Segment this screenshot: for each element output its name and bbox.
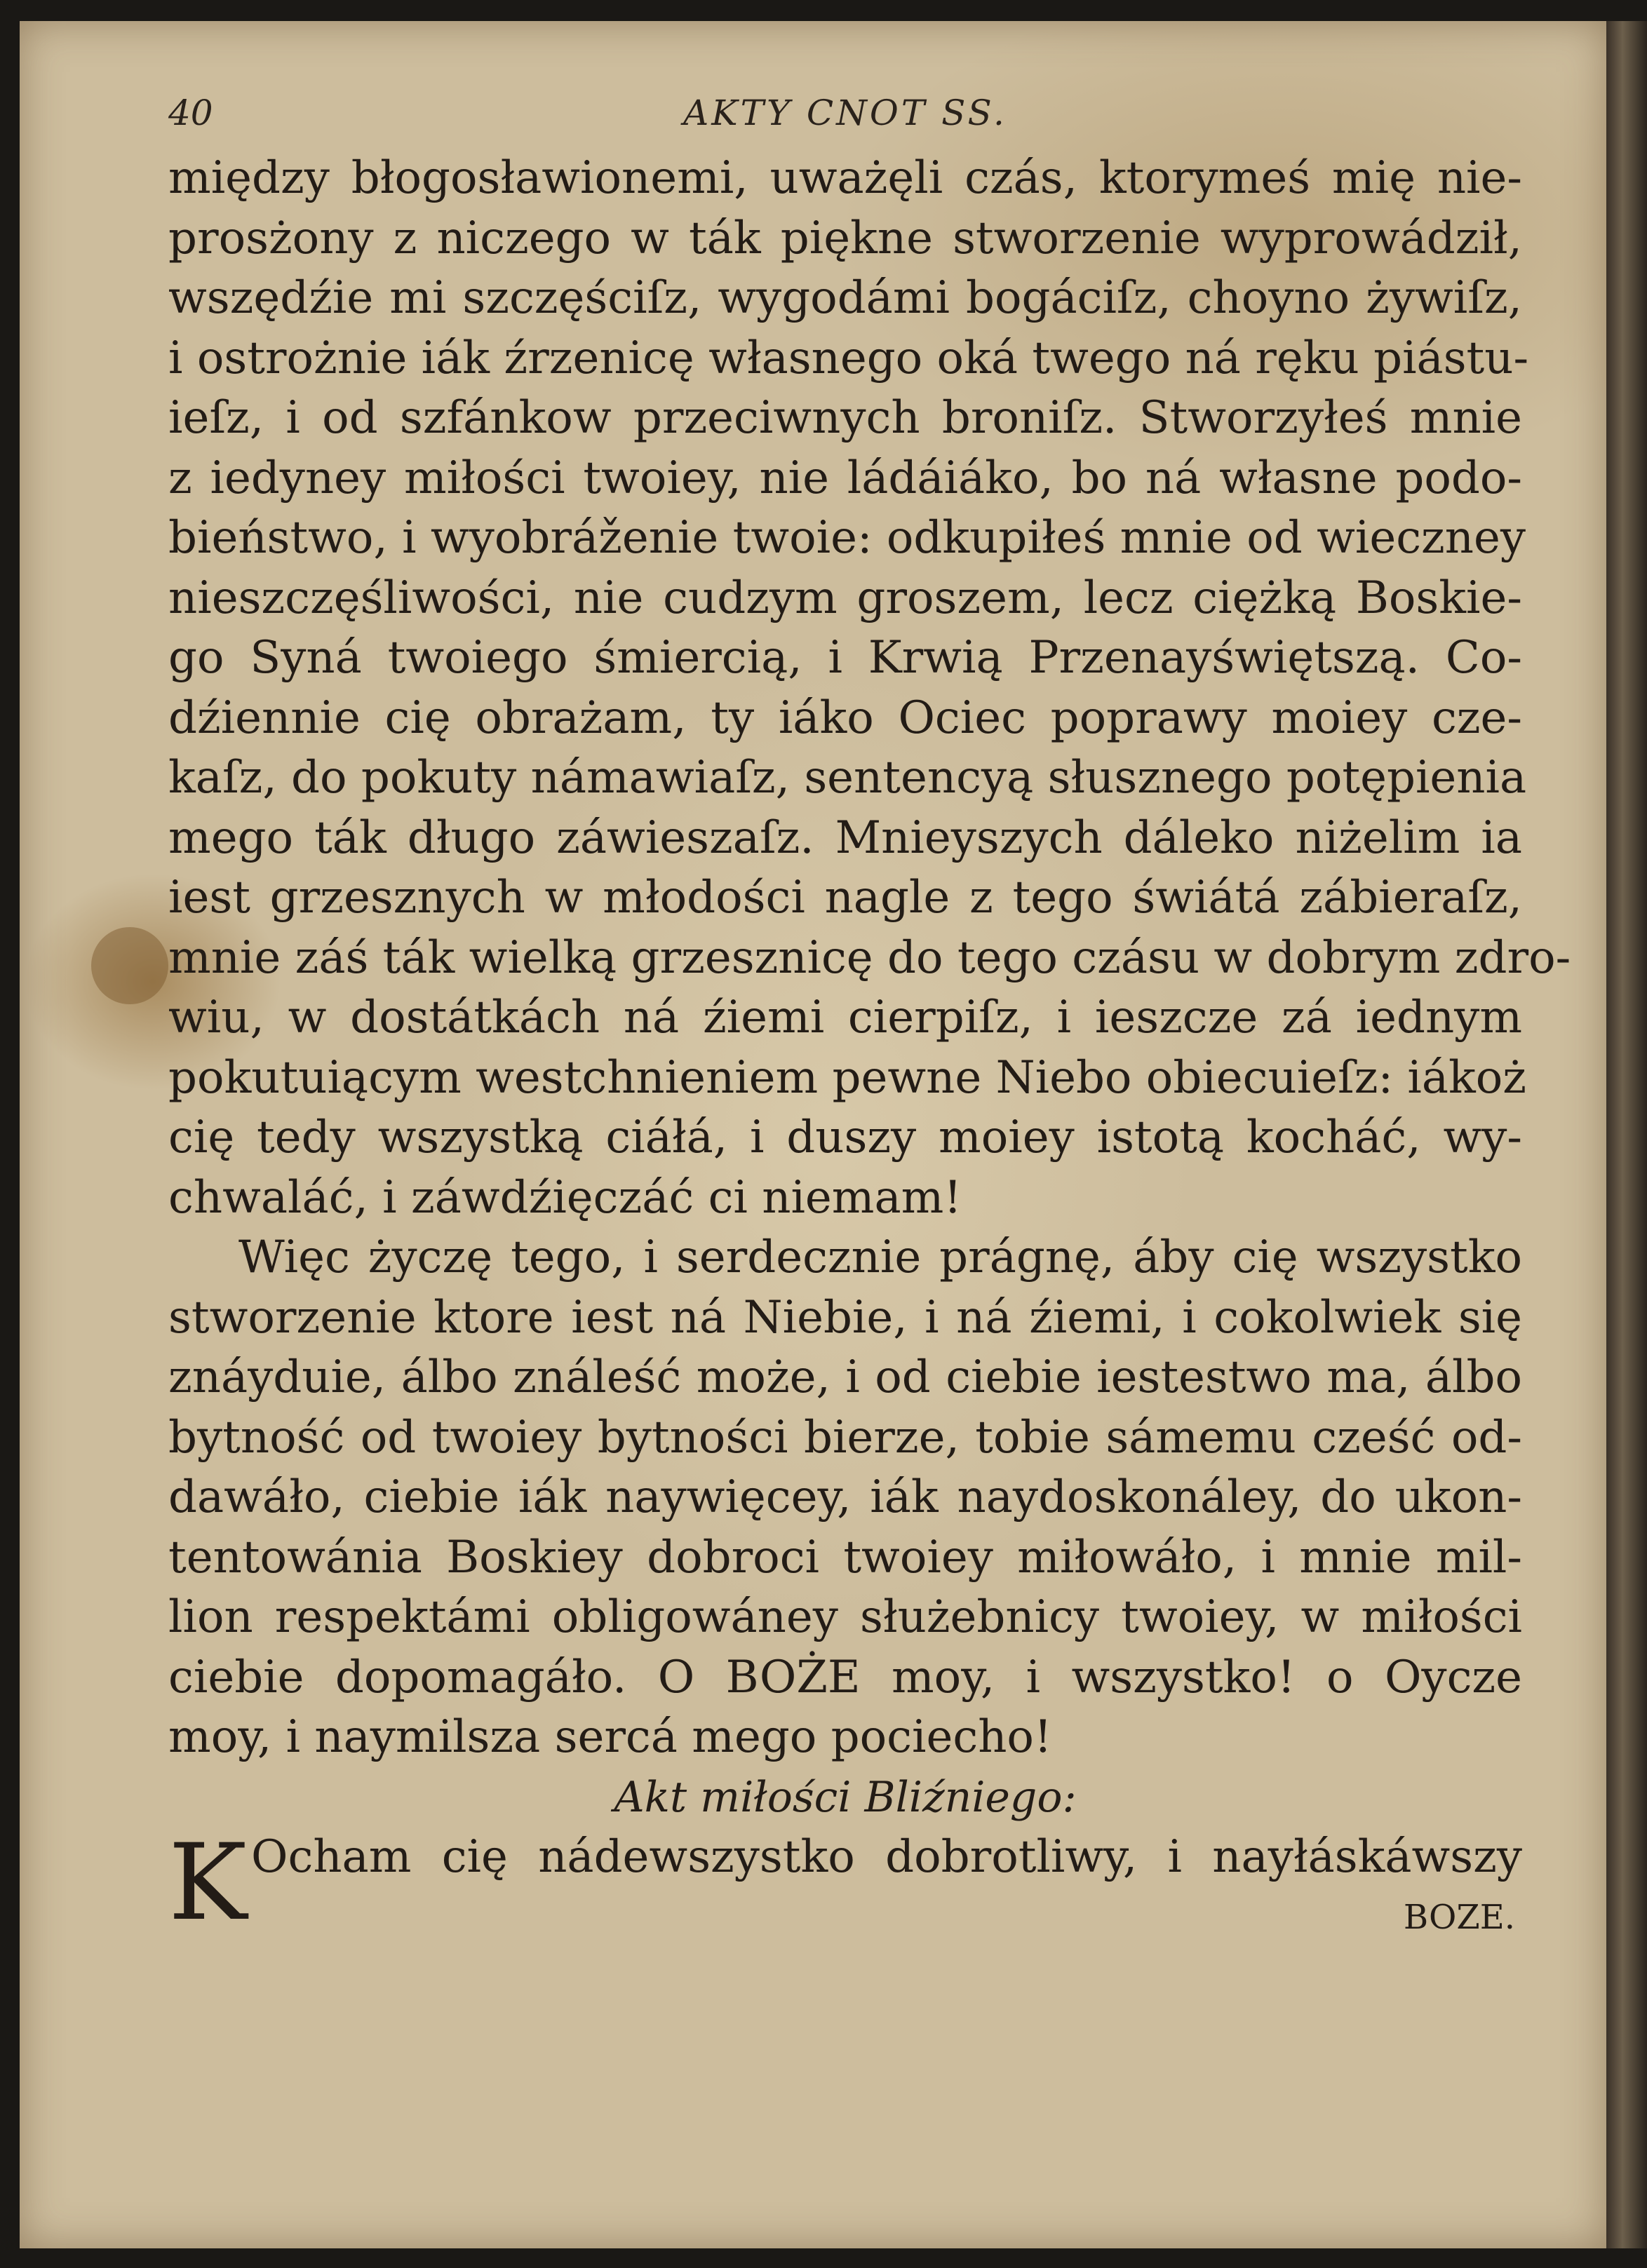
text-line: nieszczęśliwości, nie cudzym groszem, lecz ciężką Boskie- [168, 572, 1522, 624]
text-line: bytność od twoiey bytności bierze, tobie sámemu cześć od- [168, 1411, 1522, 1464]
text-line: wiu, w dostátkách ná źiemi cierpiſz, i ieszcze zá iednym [168, 992, 1522, 1044]
page-header [168, 93, 1522, 149]
text-line: go Syná twoiego śmiercią, i Krwią Przenayświętszą. Co- [168, 632, 1522, 684]
text-line: cię tedy wszystką ciáłá, i duszy moiey istotą kocháć, wy- [168, 1112, 1522, 1163]
page-number: 40 [168, 93, 213, 133]
paragraph-2 [168, 1228, 1522, 1768]
text-line: mnie záś ták wielką grzesznicę do tego czásu w dobrym zdro- [168, 931, 1571, 984]
text-line: pokutuiącym westchnieniem pewne Niebo obiecuieſz: iákoż [168, 1051, 1526, 1104]
text-line: Ocham cię nádewszystko dobrotliwy, i nayłáskáwszy [251, 1831, 1522, 1883]
text-line: dźiennie cię obrażam, ty iáko Ociec poprawy moiey cze- [168, 691, 1522, 744]
text-line: ieſz, i od szfánkow przeciwnych broniſz. Stworzyłeś mnie [168, 392, 1522, 444]
drop-cap: K [168, 1822, 248, 1944]
text-line: tentowánia Boskiey dobroci twoiey miłowáło, i mnie mil- [168, 1531, 1522, 1584]
text-line: stworzenie ktore iest ná Niebie, i ná źiemi, i cokolwiek się [168, 1291, 1522, 1344]
text-line: z iedyney miłości twoiey, nie ládáiáko, bo ná własne podo- [168, 452, 1522, 504]
running-title: AKTY CNOT SS. [683, 93, 1007, 133]
catchword: BOZE. [1403, 1897, 1515, 1937]
text-line: iest grzesznych w młodości nagle z tego świátá zábieraſz, [168, 872, 1522, 924]
text-line: bieństwo, i wyobráženie twoie: odkupiłeś mnie od wieczney [168, 512, 1526, 564]
text-line: mego ták długo záwieszaſz. Mnieyszych dáleko niżelim ia [168, 811, 1522, 864]
text-line: wszędźie mi szczęściſz, wygodámi bogáciſz, choyno żywiſz, [168, 272, 1522, 324]
page-text [168, 149, 1571, 1948]
paper-stain [91, 927, 168, 1004]
text-line: między błogosławionemi, uważęli czás, ktorymeś mię nie- [168, 152, 1522, 204]
text-line: prosżony z niczego w ták piękne stworzenie wyprowádził, [168, 212, 1522, 264]
text-line: ciebie dopomagáło. O BOŻE moy, i wszystko! o Oycze [168, 1651, 1522, 1703]
text-line: chwaláć, i záwdźięczáć ci niemam! [168, 1171, 962, 1224]
text-line: dawáło, ciebie iák naywięcey, iák naydoskonáley, do ukon- [168, 1471, 1522, 1523]
text-line: i ostrożnie iák źrzenicę własnego oká twego ná ręku piástu- [168, 332, 1529, 384]
text-line: Więc życzę tego, i serdecznie prágnę, áby cię wszystko [238, 1231, 1522, 1283]
text-line: znáyduie, álbo ználeść może, i od ciebie iestestwo ma, álbo [168, 1351, 1522, 1403]
paragraph-3 [168, 1822, 1522, 1948]
section-heading: Akt miłości Bliźniego: [614, 1772, 1077, 1822]
text-line: lion respektámi obligowáney służebnicy twoiey, w miłości [168, 1591, 1522, 1643]
text-line: kaſz, do pokuty námawiaſz, sentencyą słusznego potępienia [168, 752, 1527, 804]
paragraph-1 [168, 149, 1571, 1228]
page-edge [1606, 21, 1647, 2248]
text-line: moy, i naymilsza sercá mego pociecho! [168, 1711, 1052, 1763]
